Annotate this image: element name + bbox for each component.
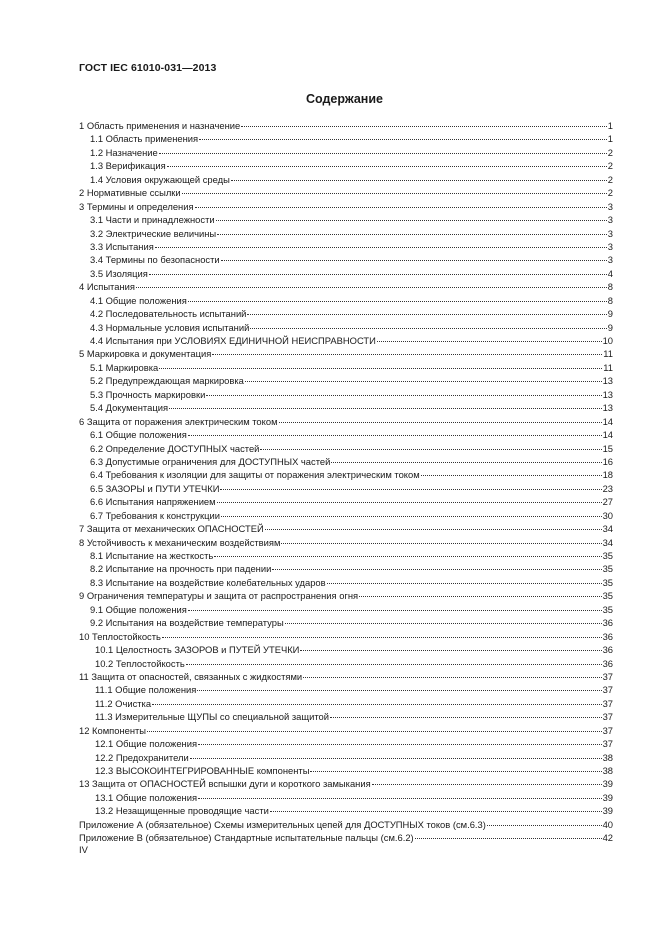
toc-entry[interactable] [79,253,613,266]
toc-entry-title: 8 Устойчивость к механическим воздействиям [79,536,281,548]
toc-entry-page: 37 [602,711,613,723]
toc-entry-page: 4 [607,267,613,279]
toc-entry-title: 12 Компоненты [79,724,147,736]
toc-entry[interactable] [79,630,613,643]
document-code: ГОСТ IEC 61010-031—2013 [79,62,217,74]
toc-dot-leader [300,650,601,651]
toc-dot-leader [186,664,602,665]
toc-entry[interactable] [79,146,613,159]
toc-entry-title: 12.2 Предохранители [95,751,189,763]
toc-entry-title: 6.1 Общие положения [90,429,187,441]
toc-dot-leader [265,529,602,530]
toc-entry-page: 39 [602,805,613,817]
toc-dot-leader [217,502,602,503]
toc-entry-title: 11.2 Очистка [95,697,152,709]
toc-entry-page: 37 [602,738,613,750]
toc-entry-page: 13 [602,388,613,400]
toc-entry-title: 13.2 Незащищенные проводящие части [95,805,269,817]
toc-entry[interactable] [79,200,613,213]
toc-dot-leader [188,301,607,302]
toc-entry-page: 9 [607,321,613,333]
toc-entry-page: 37 [602,670,613,682]
toc-entry[interactable] [79,482,613,495]
toc-entry-page: 3 [607,214,613,226]
toc-entry[interactable] [79,831,613,844]
toc-entry-page: 14 [602,429,613,441]
toc-entry[interactable] [79,227,613,240]
toc-entry-page: 36 [602,657,613,669]
toc-dot-leader [221,516,602,517]
toc-entry[interactable] [79,374,613,387]
toc-entry-title: 4.4 Испытания при УСЛОВИЯХ ЕДИНИЧНОЙ НЕИСПРАВНОСТИ [90,335,376,346]
toc-entry[interactable] [79,468,613,481]
toc-dot-leader [421,475,602,476]
toc-entry[interactable] [79,562,613,575]
toc-entry-page: 11 [603,348,613,360]
toc-entry-title: 3.2 Электрические величины [90,227,217,239]
toc-entry-page: 2 [607,160,613,172]
toc-entry-title: 8.1 Испытание на жесткость [90,550,214,561]
toc-entry-page: 35 [602,550,613,561]
toc-entry-page: 13 [602,375,613,387]
toc-dot-leader [212,354,602,355]
toc-entry-page: 35 [602,590,613,602]
toc-dot-leader [279,422,602,423]
toc-entry[interactable] [79,536,613,549]
toc-entry-title: 6 Защита от поражения электрическим током [79,415,278,427]
toc-dot-leader [247,314,606,315]
toc-entry-title: 10 Теплостойкость [79,630,161,642]
toc-entry-title: 1.4 Условия окружающей среды [90,173,230,185]
toc-dot-leader [359,596,601,597]
toc-entry[interactable] [79,321,613,334]
toc-entry-title: 6.5 ЗАЗОРЫ и ПУТИ УТЕЧКИ [90,482,220,494]
toc-entry-title: 11.1 Общие положения [95,684,197,696]
toc-entry-title: 3.4 Термины по безопасности [90,254,220,266]
toc-entry[interactable] [79,603,613,616]
toc-dot-leader [372,784,602,785]
toc-dot-leader [330,717,602,718]
toc-entry-title: Приложение В (обязательное) Стандартные испытательные пальцы (см.6.2) [79,832,414,844]
toc-entry-page: 3 [607,254,613,266]
toc-entry-title: 6.2 Определение ДОСТУПНЫХ частей [90,442,260,454]
toc-dot-leader [149,274,607,275]
toc-dot-leader [260,449,601,450]
toc-dot-leader [198,744,602,745]
toc-entry[interactable] [79,616,613,629]
toc-dot-leader [245,381,602,382]
toc-dot-leader [162,637,602,638]
toc-dot-leader [214,556,601,557]
toc-dot-leader [188,435,602,436]
toc-dot-leader [199,139,607,140]
toc-entry[interactable] [79,751,613,764]
toc-entry-title: 6.6 Испытания напряжением [90,496,216,508]
toc-dot-leader [231,180,607,181]
toc-dot-leader [216,220,607,221]
toc-dot-leader [159,153,607,154]
toc-entry-title: 6.7 Требования к конструкции [90,509,220,521]
toc-dot-leader [241,126,607,127]
toc-entry-title: 5.4 Документация [90,402,169,414]
table-of-contents [79,119,613,845]
toc-dot-leader [190,758,602,759]
toc-entry[interactable] [79,791,613,804]
toc-entry[interactable] [79,737,613,750]
toc-entry-page: 15 [602,442,613,454]
toc-entry-page: 42 [602,832,613,844]
toc-entry-title: 11.3 Измерительные ЩУПЫ со специальной защитой [95,711,329,723]
toc-dot-leader [159,368,602,369]
toc-entry-title: 5 Маркировка и документация [79,348,212,360]
toc-entry-title: 4.3 Нормальные условия испытаний [90,321,250,333]
toc-entry[interactable] [79,495,613,508]
toc-entry-page: 3 [607,240,613,252]
toc-entry-page: 11 [603,361,613,373]
toc-dot-leader [303,677,601,678]
toc-dot-leader [206,395,601,396]
toc-entry-title: 13 Защита от ОПАСНОСТЕЙ вспышки дуги и короткого замыкания [79,778,371,790]
toc-entry-page: 35 [602,576,613,588]
toc-entry[interactable] [79,388,613,401]
toc-entry[interactable] [79,132,613,145]
toc-entry[interactable] [79,804,613,817]
toc-entry-page: 23 [602,482,613,494]
toc-entry-page: 36 [602,630,613,642]
toc-entry-page: 35 [602,603,613,615]
toc-entry-title: 9.1 Общие положения [90,603,187,615]
toc-entry[interactable] [79,657,613,670]
toc-entry-page: 34 [602,523,613,535]
toc-entry-page: 2 [607,173,613,185]
toc-entry[interactable] [79,442,613,455]
toc-entry-page: 10 [602,335,613,346]
toc-dot-leader [197,690,601,691]
toc-entry-title: 3.5 Изоляция [90,267,148,279]
toc-entry-title: 3.1 Части и принадлежности [90,214,215,226]
toc-entry-page: 37 [602,724,613,736]
toc-dot-leader [220,489,601,490]
toc-entry-page: 1 [607,133,613,145]
toc-entry[interactable] [79,683,613,696]
toc-entry-title: 11 Защита от опасностей, связанных с жидкостями [79,670,303,682]
toc-entry[interactable] [79,294,613,307]
toc-dot-leader [188,610,602,611]
toc-entry[interactable] [79,159,613,172]
toc-entry-title: 12.1 Общие положения [95,738,198,750]
toc-dot-leader [147,731,602,732]
toc-entry-title: 10.1 Целостность ЗАЗОРОВ и ПУТЕЙ УТЕЧКИ [95,644,300,656]
toc-entry-title: 1.3 Верификация [90,160,166,172]
toc-entry-page: 35 [602,563,613,575]
toc-entry-title: 9.2 Испытания на воздействие температуры [90,617,284,629]
toc-dot-leader [136,287,607,288]
toc-entry-title: 5.2 Предупреждающая маркировка [90,375,244,387]
toc-entry[interactable] [79,267,613,280]
toc-entry-title: 3.3 Испытания [90,240,154,252]
toc-entry-title: 4.1 Общие положения [90,294,187,306]
toc-entry-title: 4.2 Последовательность испытаний [90,308,247,320]
toc-entry[interactable] [79,710,613,723]
toc-entry-page: 1 [607,120,613,131]
toc-entry-title: 1 Область применения и назначение [79,120,241,131]
toc-entry-page: 3 [607,227,613,239]
toc-dot-leader [310,771,601,772]
toc-entry[interactable] [79,334,613,347]
toc-entry-page: 40 [602,818,613,830]
toc-entry[interactable] [79,509,613,522]
toc-entry[interactable] [79,213,613,226]
page-title: Содержание [305,92,383,106]
toc-entry-title: 13.1 Общие положения [95,791,198,803]
toc-entry[interactable] [79,724,613,737]
toc-entry-title: 5.1 Маркировка [90,361,159,373]
toc-entry-title: 6.4 Требования к изоляции для защиты от поражения электрическим током [90,469,420,481]
toc-entry-page: 39 [602,791,613,803]
toc-entry-page: 37 [602,697,613,709]
toc-dot-leader [272,569,601,570]
toc-entry[interactable] [79,818,613,831]
toc-entry[interactable] [79,186,613,199]
toc-dot-leader [377,341,602,342]
toc-entry-page: 27 [602,496,613,508]
toc-entry-page: 8 [607,294,613,306]
toc-dot-leader [487,825,602,826]
toc-entry-page: 18 [602,469,613,481]
toc-entry-title: 9 Ограничения температуры и защита от распространения огня [79,590,359,602]
toc-entry[interactable] [79,643,613,656]
toc-entry[interactable] [79,307,613,320]
toc-dot-leader [250,328,606,329]
toc-dot-leader [270,811,602,812]
toc-dot-leader [152,704,601,705]
toc-entry-page: 36 [602,617,613,629]
toc-entry[interactable] [79,119,613,132]
toc-entry-title: 2 Нормативные ссылки [79,187,181,199]
toc-dot-leader [195,207,607,208]
toc-entry[interactable] [79,589,613,602]
toc-dot-leader [155,247,607,248]
toc-entry[interactable] [79,522,613,535]
toc-dot-leader [221,260,607,261]
toc-dot-leader [169,408,602,409]
toc-entry-title: 1.2 Назначение [90,146,158,158]
toc-entry[interactable] [79,401,613,414]
toc-entry[interactable] [79,576,613,589]
toc-entry-page: 16 [602,455,613,467]
toc-entry[interactable] [79,347,613,360]
toc-entry-title: 4 Испытания [79,281,135,293]
toc-entry[interactable] [79,428,613,441]
page-number: IV [79,844,88,855]
toc-entry-page: 36 [602,644,613,656]
toc-entry[interactable] [79,764,613,777]
toc-dot-leader [198,798,602,799]
toc-entry[interactable] [79,280,613,293]
toc-entry-page: 2 [607,146,613,158]
toc-entry-title: 12.3 ВЫСОКОИНТЕГРИРОВАННЫЕ компоненты [95,765,310,776]
toc-entry-page: 38 [602,751,613,763]
toc-entry[interactable] [79,240,613,253]
toc-dot-leader [331,462,601,463]
toc-entry-page: 8 [607,281,613,293]
toc-entry[interactable] [79,549,613,562]
toc-entry[interactable] [79,777,613,790]
toc-dot-leader [281,543,601,544]
toc-entry[interactable] [79,455,613,468]
toc-dot-leader [327,583,602,584]
toc-entry-page: 3 [607,200,613,212]
toc-dot-leader [217,234,607,235]
toc-entry-title: Приложение А (обязательное) Схемы измерительных цепей для ДОСТУПНЫХ токов (см.6.3) [79,818,486,830]
toc-entry-page: 14 [602,415,613,427]
toc-entry-page: 13 [602,402,613,414]
toc-entry-page: 37 [602,684,613,696]
toc-entry-page: 39 [602,778,613,790]
toc-dot-leader [415,838,602,839]
toc-entry-title: 8.2 Испытание на прочность при падении [90,563,272,575]
toc-entry-page: 38 [602,765,613,776]
toc-dot-leader [285,623,602,624]
toc-entry[interactable] [79,697,613,710]
toc-entry[interactable] [79,670,613,683]
toc-entry[interactable] [79,173,613,186]
toc-entry-page: 34 [602,536,613,548]
toc-entry[interactable] [79,415,613,428]
toc-entry-title: 8.3 Испытание на воздействие колебательных ударов [90,576,326,588]
toc-entry[interactable] [79,361,613,374]
toc-entry-title: 10.2 Теплостойкость [95,657,185,669]
toc-entry-title: 1.1 Область применения [90,133,199,145]
toc-dot-leader [182,193,607,194]
toc-entry-title: 7 Защита от механических ОПАСНОСТЕЙ [79,523,264,535]
toc-entry-page: 30 [602,509,613,521]
toc-entry-page: 9 [607,308,613,320]
toc-dot-leader [167,166,607,167]
toc-entry-page: 2 [607,187,613,199]
toc-entry-title: 3 Термины и определения [79,200,194,212]
toc-entry-title: 5.3 Прочность маркировки [90,388,206,400]
toc-entry-title: 6.3 Допустимые ограничения для ДОСТУПНЫХ частей [90,455,331,467]
